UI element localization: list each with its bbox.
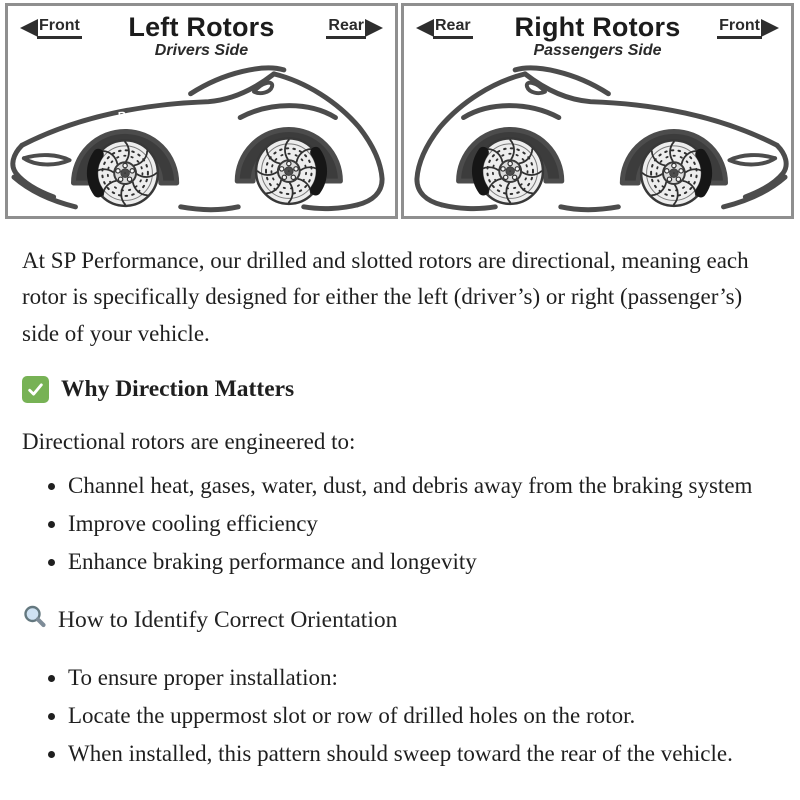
right-car-illustration (404, 60, 791, 219)
arrow-left-icon (416, 19, 434, 37)
panel-title: Left Rotors (128, 12, 275, 42)
list-item: • Enhance braking performance and longevity (68, 545, 768, 580)
why-direction-matters-heading (22, 376, 776, 403)
identify-orientation-heading (22, 604, 776, 637)
left-panel-title-block (128, 14, 274, 60)
list-item: • Improve cooling efficiency (68, 507, 768, 542)
left-rotors-panel (5, 3, 398, 219)
list-item: • Channel heat, gases, water, dust, and debris away from the braking system (68, 469, 768, 504)
engineered-to-lead: Directional rotors are engineered to: (22, 428, 356, 454)
why-bullet-list (22, 469, 776, 580)
list-item: • Locate the uppermost slot or row of drilled holes on the rotor. (68, 699, 768, 734)
heading-text: How to Identify Correct Orientation (58, 606, 398, 633)
right-panel-title-block (515, 14, 681, 60)
rotation-label: Rotation (281, 108, 334, 139)
check-mark-icon (22, 376, 49, 403)
article-body (0, 219, 800, 772)
rear-label: Rear (326, 18, 366, 39)
panel-subtitle: Passengers Side (533, 42, 662, 59)
left-car-illustration (8, 60, 395, 219)
intro-paragraph: At SP Performance, our drilled and slotted rotors are directional, meaning each rotor is specifically designed for either the left (driver’s) or right (passenger’s) side of your vehicle. (22, 248, 749, 346)
rear-direction-indicator (326, 18, 383, 39)
front-label: Front (37, 18, 82, 39)
list-item: • When installed, this pattern should sweep toward the rear of the vehicle. (68, 737, 768, 772)
right-rotors-panel (401, 3, 794, 219)
rotation-label: Rotation (455, 110, 500, 155)
list-item: • To ensure proper installation: (68, 661, 768, 696)
left-panel-header (8, 6, 395, 60)
rear-direction-indicator (416, 18, 515, 39)
front-label: Front (717, 18, 762, 39)
panel-title: Right Rotors (514, 12, 681, 42)
rotor-direction-diagram (0, 0, 800, 219)
panel-subtitle: Drivers Side (154, 42, 249, 59)
arrow-right-icon (365, 19, 383, 37)
rotation-label: Rotation (619, 112, 664, 157)
magnifying-glass-icon (22, 604, 48, 637)
arrow-left-icon (20, 19, 38, 37)
identify-bullet-list (22, 661, 776, 772)
front-direction-indicator (20, 18, 128, 39)
front-direction-indicator (717, 18, 779, 39)
heading-text: Why Direction Matters (61, 375, 295, 402)
right-panel-header (404, 6, 791, 60)
rotation-label: Rotation (117, 110, 171, 141)
rear-label: Rear (433, 18, 473, 39)
arrow-right-icon (761, 19, 779, 37)
